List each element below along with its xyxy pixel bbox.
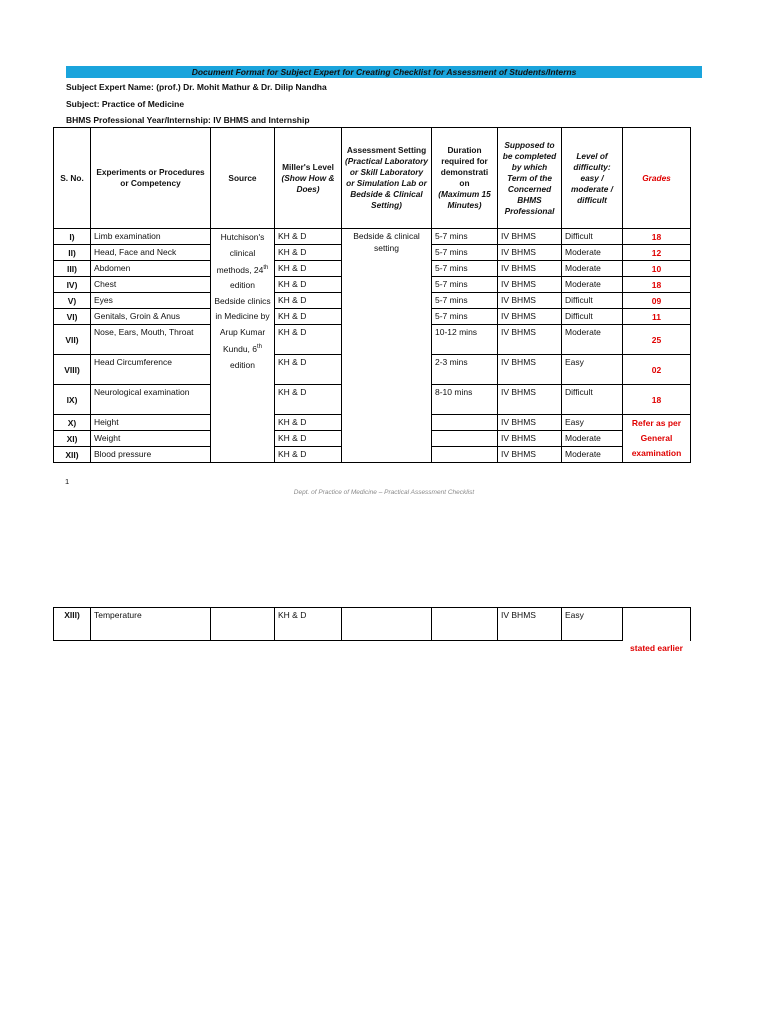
header-setting: [342, 128, 432, 229]
grade-note-cell: Refer as per General examination: [623, 415, 691, 463]
row-experiment: Head Circumference: [91, 355, 211, 385]
header-millers-title: Miller's Level: [282, 161, 334, 172]
row-experiment: Chest: [91, 277, 211, 293]
row-difficulty: Moderate: [562, 261, 623, 277]
row-term: IV BHMS: [498, 608, 562, 641]
row-difficulty: Moderate: [562, 447, 623, 463]
row-duration: 5-7 mins: [432, 293, 498, 309]
row-sno: V): [54, 293, 91, 309]
document-banner: Document Format for Subject Expert for Creating Checklist for Assessment of Students/Interns: [66, 66, 702, 78]
row-millers: KH & D: [275, 261, 342, 277]
row-difficulty: Easy: [562, 608, 623, 641]
row-millers: KH & D: [275, 355, 342, 385]
header-millers-sub: (Show How & Does): [281, 172, 335, 194]
row-millers: KH & D: [275, 309, 342, 325]
row-sno: X): [54, 415, 91, 431]
header-row: [54, 128, 691, 229]
row-millers: KH & D: [275, 431, 342, 447]
row-experiment: Eyes: [91, 293, 211, 309]
source-sup-b: th: [257, 344, 263, 351]
header-duration-title: Duration required for demonstrati on: [440, 145, 489, 188]
header-experiments: Experiments or Procedures or Competency: [91, 128, 211, 229]
header-sno: S. No.: [54, 128, 91, 229]
page-footer: Dept. of Practice of Medicine – Practical Assessment Checklist: [293, 489, 475, 496]
grade-note-continued: stated earlier: [630, 642, 683, 653]
page-number: 1: [65, 477, 70, 486]
row-grade: 18: [623, 385, 691, 415]
row-experiment: Temperature: [91, 608, 211, 641]
row-sno: XIII): [54, 608, 91, 641]
row-duration: 5-7 mins: [432, 245, 498, 261]
subject-expert-line: Subject Expert Name: (prof.) Dr. Mohit Mathur & Dr. Dilip Nandha: [66, 82, 327, 92]
row-experiment: Blood pressure: [91, 447, 211, 463]
row-term: IV BHMS: [498, 385, 562, 415]
header-duration-sub: (Maximum 15 Minutes): [438, 189, 491, 210]
row-grade: 12: [623, 245, 691, 261]
row-term: IV BHMS: [498, 245, 562, 261]
row-term: IV BHMS: [498, 229, 562, 245]
row-duration: [432, 415, 498, 431]
row-experiment: Genitals, Groin & Anus: [91, 309, 211, 325]
row-grade: 02: [623, 355, 691, 385]
row-duration: 5-7 mins: [432, 229, 498, 245]
row-experiment: Head, Face and Neck: [91, 245, 211, 261]
row-millers: KH & D: [275, 229, 342, 245]
professional-year-line: BHMS Professional Year/Internship: IV BHMS and Internship: [66, 115, 310, 125]
row-millers: KH & D: [275, 447, 342, 463]
header-setting-title: Assessment Setting: [346, 145, 427, 155]
header-millers: [275, 128, 342, 229]
table-row: [54, 229, 691, 245]
row-duration: [432, 447, 498, 463]
row-millers: KH & D: [275, 245, 342, 261]
row-experiment: Abdomen: [91, 261, 211, 277]
row-sno: XII): [54, 447, 91, 463]
row-millers: KH & D: [275, 608, 342, 641]
row-difficulty: Moderate: [562, 245, 623, 261]
row-difficulty: Moderate: [562, 325, 623, 355]
row-sno: I): [54, 229, 91, 245]
row-millers: KH & D: [275, 277, 342, 293]
row-experiment: Neurological examination: [91, 385, 211, 415]
row-sno: VII): [54, 325, 91, 355]
row-difficulty: Difficult: [562, 229, 623, 245]
row-duration: [432, 431, 498, 447]
row-grade: 18: [623, 229, 691, 245]
header-grades: [623, 128, 691, 229]
header-difficulty: [562, 128, 623, 229]
row-sno: VI): [54, 309, 91, 325]
row-duration: 5-7 mins: [432, 261, 498, 277]
row-source: [211, 608, 275, 641]
row-difficulty: Difficult: [562, 385, 623, 415]
row-setting: [342, 608, 432, 641]
source-cell: [211, 229, 275, 463]
row-sno: III): [54, 261, 91, 277]
row-duration: 5-7 mins: [432, 277, 498, 293]
row-sno: VIII): [54, 355, 91, 385]
row-millers: KH & D: [275, 325, 342, 355]
row-difficulty: Difficult: [562, 309, 623, 325]
source-text-b-tail: edition: [229, 359, 256, 370]
row-millers: KH & D: [275, 385, 342, 415]
header-term: [498, 128, 562, 229]
row-experiment: Nose, Ears, Mouth, Throat: [91, 325, 211, 355]
row-duration: 5-7 mins: [432, 309, 498, 325]
row-difficulty: Easy: [562, 415, 623, 431]
source-text-a-tail: edition Bedside clinics in Medicine by Arup Kumar Kundu, 6: [214, 280, 271, 355]
checklist-table-continued: [53, 607, 691, 653]
source-sup-a: th: [263, 265, 269, 271]
row-experiment: Weight: [91, 431, 211, 447]
setting-cell: Bedside & clinical setting: [342, 229, 432, 463]
header-setting-sub: (Practical Laboratory or Skill Laboratory or Simulation Lab or Bedside & Clinical Setting): [345, 156, 428, 210]
row-difficulty: Moderate: [562, 277, 623, 293]
checklist-table: [53, 127, 691, 463]
row-difficulty: Difficult: [562, 293, 623, 309]
row-term: IV BHMS: [498, 415, 562, 431]
table-row: [54, 608, 691, 641]
row-sno: IX): [54, 385, 91, 415]
row-grade: 09: [623, 293, 691, 309]
row-term: IV BHMS: [498, 325, 562, 355]
row-grade: 10: [623, 261, 691, 277]
row-millers: KH & D: [275, 293, 342, 309]
row-grade: 25: [623, 325, 691, 355]
row-experiment: Limb examination: [91, 229, 211, 245]
header-duration: [432, 128, 498, 229]
row-grade: 18: [623, 277, 691, 293]
row-difficulty: Easy: [562, 355, 623, 385]
row-sno: XI): [54, 431, 91, 447]
row-term: IV BHMS: [498, 447, 562, 463]
row-sno: IV): [54, 277, 91, 293]
header-difficulty-text: Level of difficulty: easy / moderate / difficult: [571, 150, 613, 205]
source-text-a: Hutchison's clinical methods, 24: [216, 232, 265, 275]
row-term: IV BHMS: [498, 293, 562, 309]
row-millers: KH & D: [275, 415, 342, 431]
header-grades-text: Grades: [642, 172, 671, 183]
subject-line: Subject: Practice of Medicine: [66, 99, 185, 109]
row-experiment: Height: [91, 415, 211, 431]
row-term: IV BHMS: [498, 355, 562, 385]
row-term: IV BHMS: [498, 309, 562, 325]
row-grade: 11: [623, 309, 691, 325]
row-difficulty: Moderate: [562, 431, 623, 447]
row-duration: 8-10 mins: [432, 385, 498, 415]
row-duration: [432, 608, 498, 641]
row-sno: II): [54, 245, 91, 261]
row-term: IV BHMS: [498, 277, 562, 293]
row-duration: 2-3 mins: [432, 355, 498, 385]
row-duration: 10-12 mins: [432, 325, 498, 355]
row-grade: [623, 608, 691, 653]
row-term: IV BHMS: [498, 431, 562, 447]
row-term: IV BHMS: [498, 261, 562, 277]
header-term-text: Supposed to be completed by which Term of the Concerned BHMS Professional: [502, 139, 557, 216]
header-source: Source: [211, 128, 275, 229]
